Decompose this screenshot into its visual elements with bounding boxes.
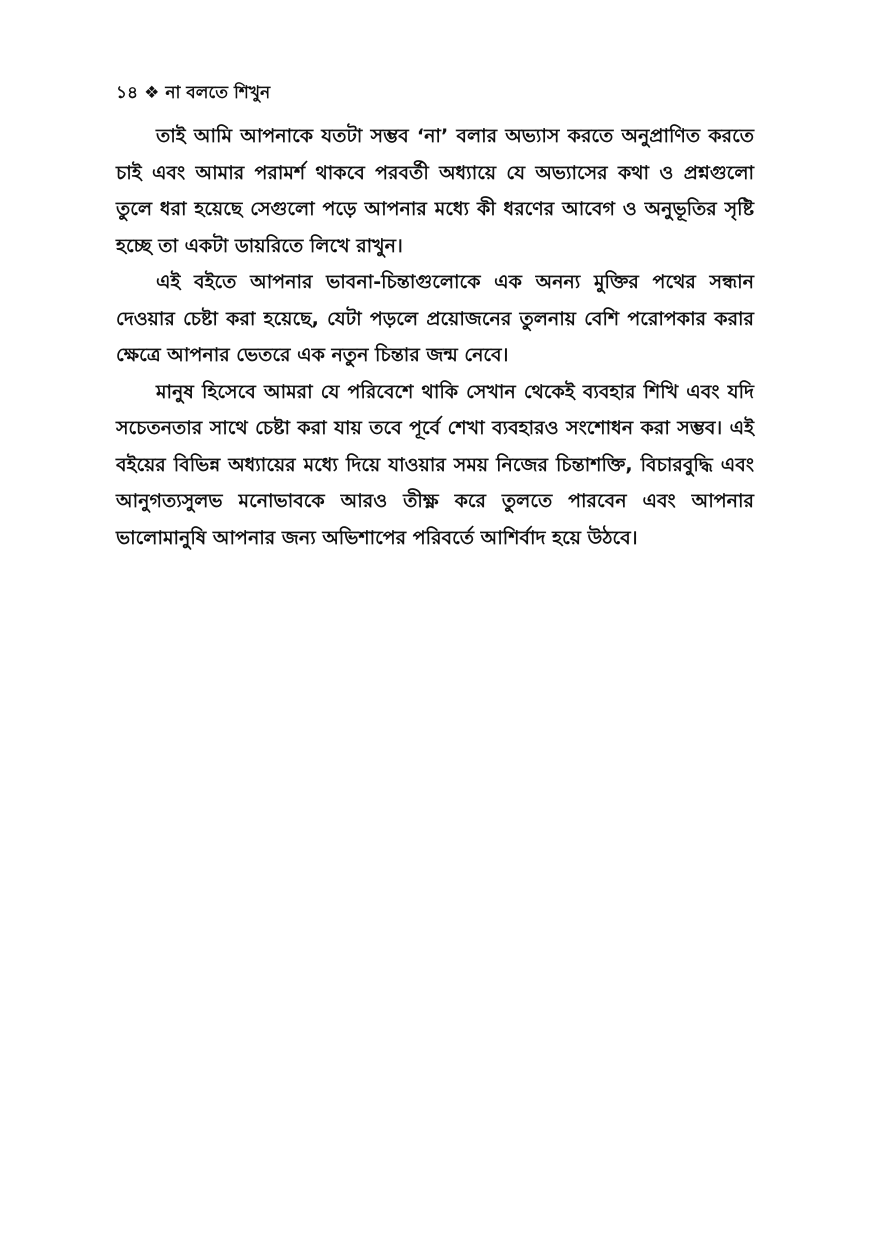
paragraph-2: এই বইতে আপনার ভাবনা-চিন্তাগুলোকে এক অনন্য মুক্তির পথের সন্ধান দেওয়ার চেষ্টা করা হয়েছে, যেটা পড়লে প্রয়োজনের তুলনায় বেশি পরোপকার করার ক্ষেত্রে আপনার ভেতরে এক নতুন চিন্তার জন্ম নেবে। bbox=[116, 271, 754, 366]
book-title: না বলতে শিখুন bbox=[165, 83, 271, 103]
paragraph-1: তাই আমি আপনাকে যতটা সম্ভব ‘না’ বলার অভ্যাস করতে অনুপ্রাণিত করতে চাই এবং আমার পরামর্শ থাকবে পরবর্তী অধ্যায়ে যে অভ্যাসের কথা ও প্রশ্নগুলো তুলে ধরা হয়েছে সেগুলো পড়ে আপনার মধ্যে কী ধরণের আবেগ ও অনুভূতির সৃষ্টি হচ্ছে তা একটা ডায়রিতে লিখে রাখুন। bbox=[116, 125, 754, 257]
page-number: ১৪ bbox=[116, 83, 139, 103]
ornament-separator-icon: ❖ bbox=[144, 83, 160, 103]
running-header bbox=[116, 81, 270, 105]
body-text bbox=[116, 118, 754, 556]
paragraph-3: মানুষ হিসেবে আমরা যে পরিবেশে থাকি সেখান থেকেই ব্যবহার শিখি এবং যদি সচেতনতার সাথে চেষ্টা করা যায় তবে পূর্বে শেখা ব্যবহারও সংশোধন করা সম্ভব। এই বইয়ের বিভিন্ন অধ্যায়ের মধ্যে দিয়ে যাওয়ার সময় নিজের চিন্তাশক্তি, বিচারবুদ্ধি এবং আনুগত্যসুলভ মনোভাবকে আরও তীক্ষ্ণ করে তুলতে পারবেন এবং আপনার ভালোমানুষি আপনার জন্য অভিশাপের পরিবর্তে আশির্বাদ হয়ে উঠবে। bbox=[116, 380, 754, 549]
